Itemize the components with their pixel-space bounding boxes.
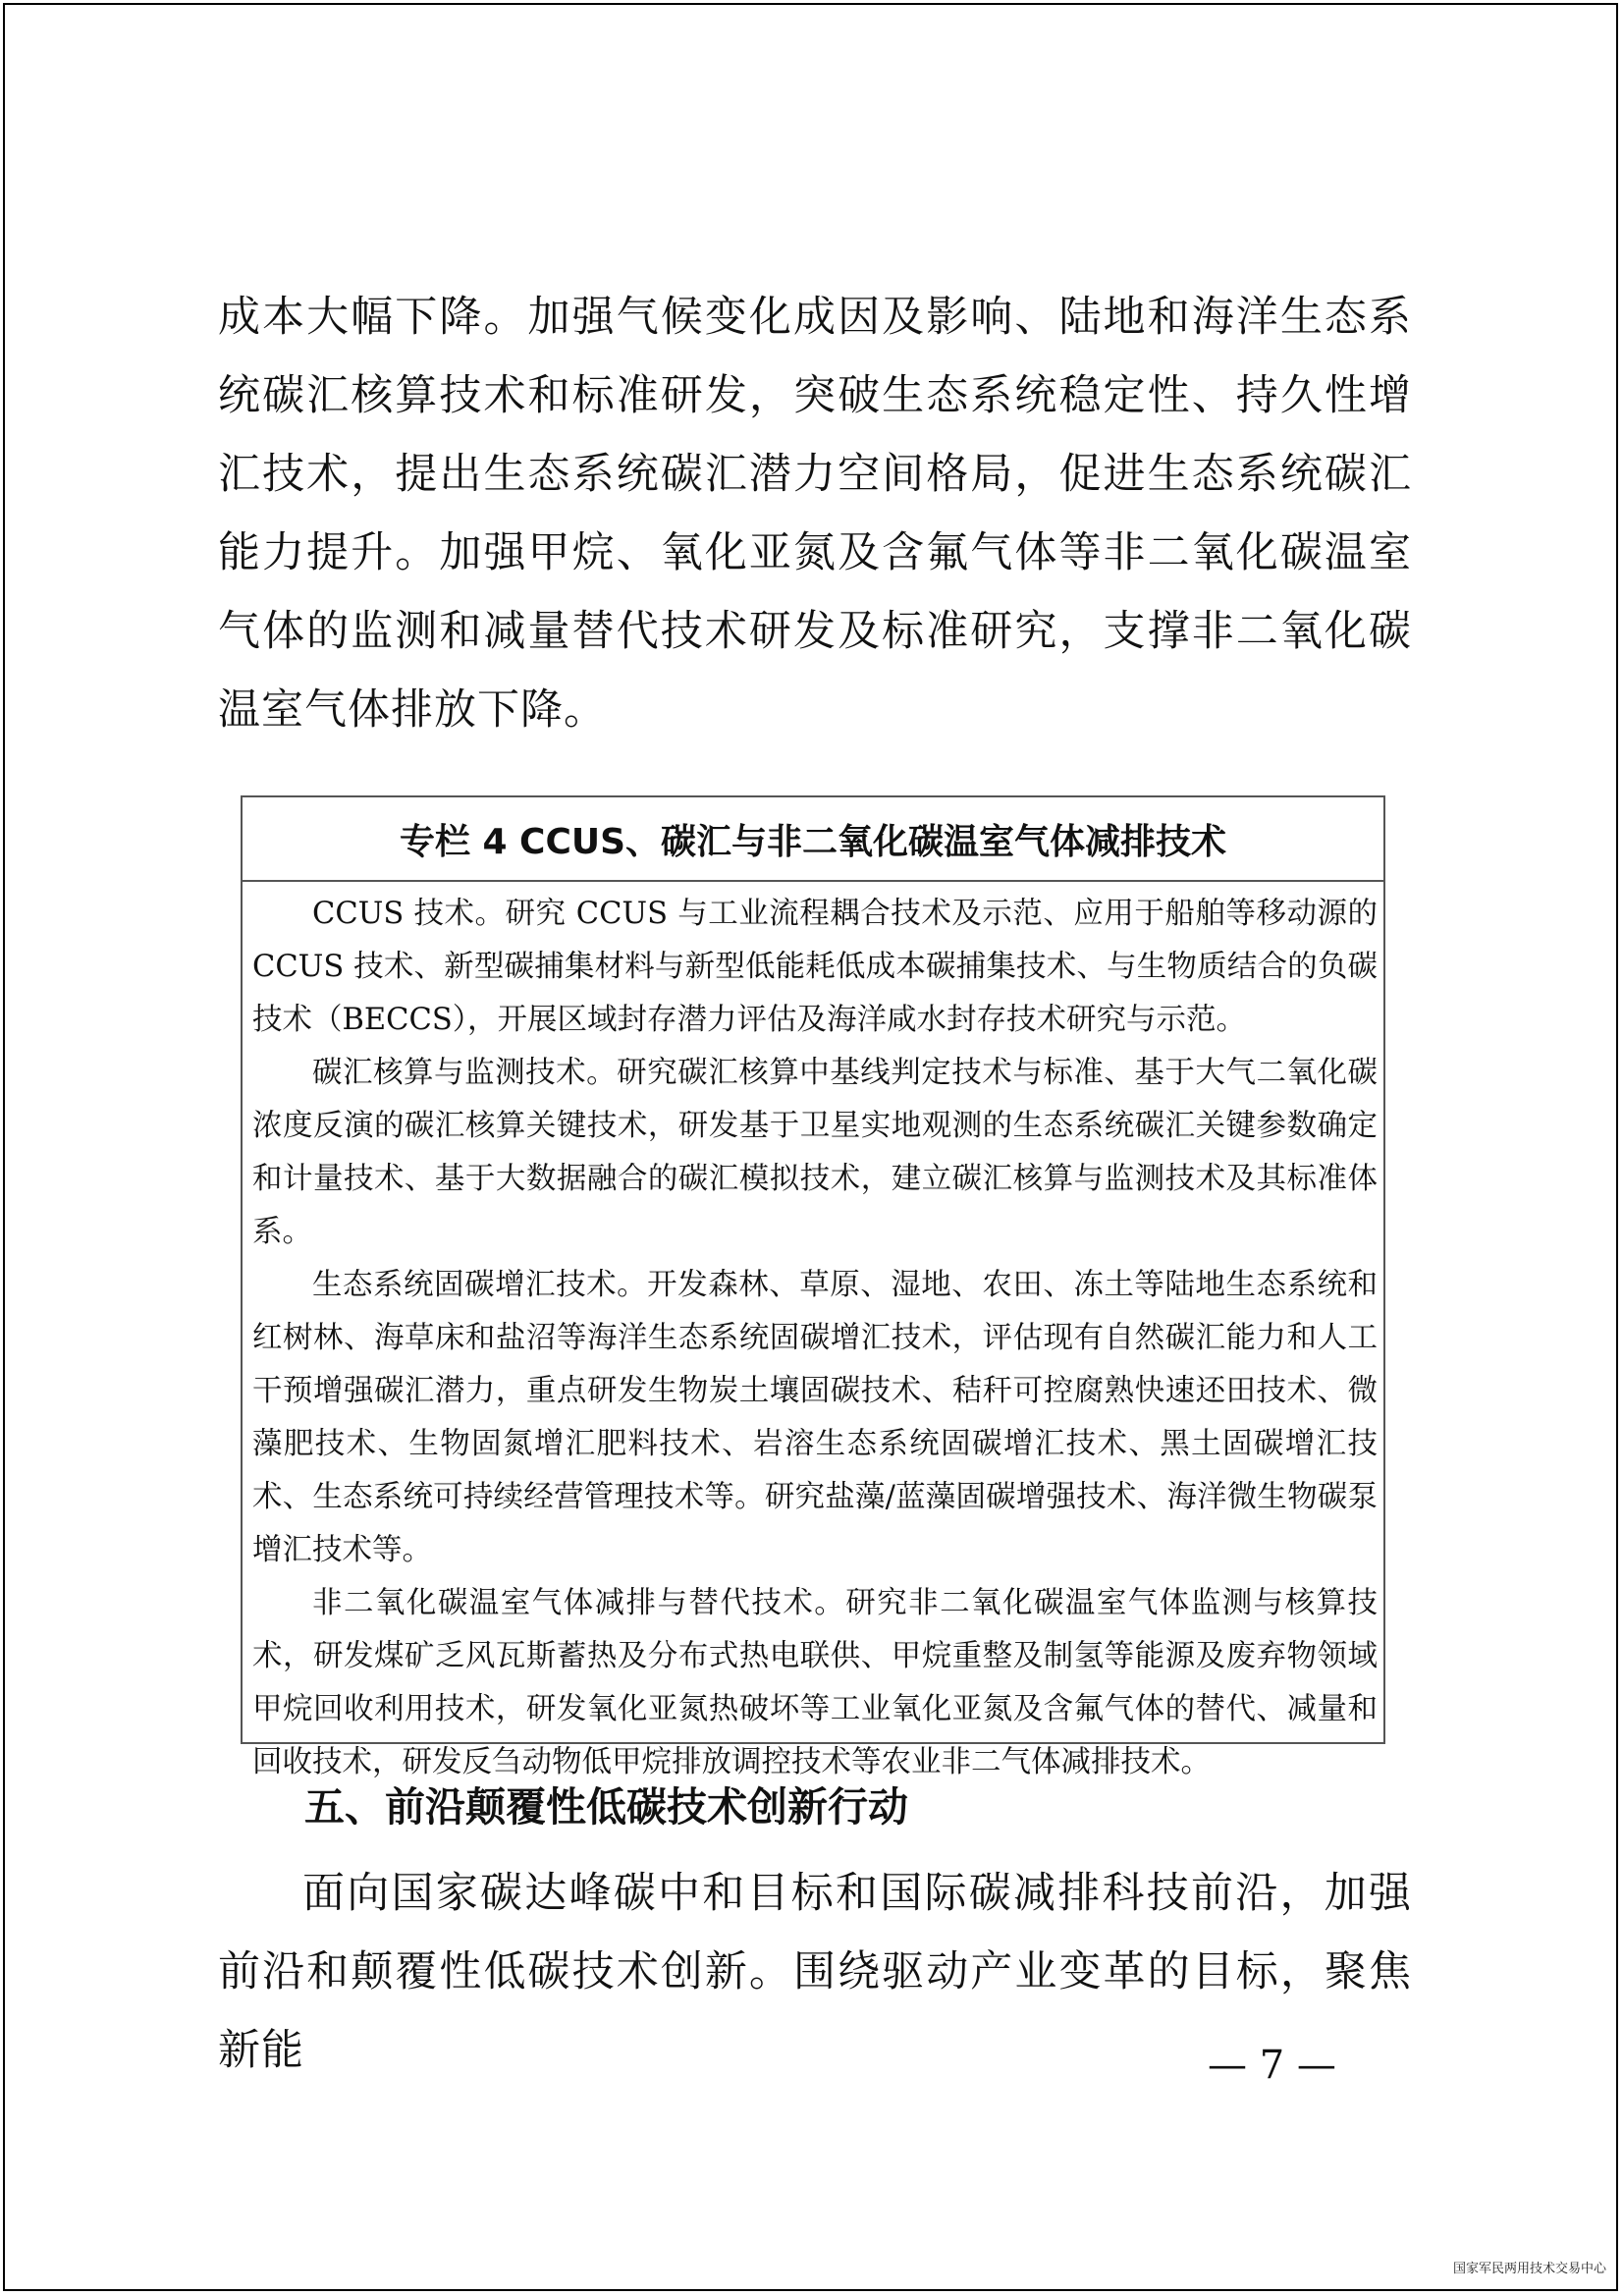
section-heading: 五、前沿颠覆性低碳技术创新行动	[304, 1783, 908, 1831]
sidebar-paragraph-carbon-sink-accounting: 碳汇核算与监测技术。研究碳汇核算中基线判定技术与标准、基于大气二氧化碳浓度反演的碳汇核算关键技术，研发基于卫星实地观测的生态系统碳汇关键参数确定和计量技术、基于大数据融合的碳汇模拟技术，建立碳汇核算与监测技术及其标准体系。	[252, 1056, 1378, 1249]
intro-paragraph: 成本大幅下降。加强气候变化成因及影响、陆地和海洋生态系统碳汇核算技术和标准研发，突破生态系统稳定性、持久性增汇技术，提出生态系统碳汇潜力空间格局，促进生态系统碳汇能力提升。加强甲烷、氧化亚氮及含氟气体等非二氧化碳温室气体的监测和减量替代技术研发及标准研究，支撑非二氧化碳温室气体排放下降。	[218, 293, 1412, 735]
sidebar-box	[241, 795, 1385, 1779]
sidebar-paragraph-non-co2-reduction: 非二氧化碳温室气体减排与替代技术。研究非二氧化碳温室气体监测与核算技术，研发煤矿乏风瓦斯蓄热及分布式热电联供、甲烷重整及制氢等能源及废弃物领域甲烷回收利用技术，研发氧化亚氮热破坏等工业氧化亚氮及含氟气体的替代、减量和回收技术，研发反刍动物低甲烷排放调控技术等农业非二气体减排技术。	[252, 1586, 1378, 1779]
sidebar-body	[243, 882, 1383, 1789]
sidebar-paragraph-ecosystem-sequestration: 生态系统固碳增汇技术。开发森林、草原、湿地、农田、冻土等陆地生态系统和红树林、海草床和盐沼等海洋生态系统固碳增汇技术，评估现有自然碳汇能力和人工干预增强碳汇潜力，重点研发生物炭土壤固碳技术、秸秆可控腐熟快速还田技术、微藻肥技术、生物固氮增汇肥料技术、岩溶生态系统固碳增汇技术、黑土固碳增汇技术、生态系统可持续经营管理技术等。研究盐藻/蓝藻固碳增强技术、海洋微生物碳泵增汇技术等。	[252, 1268, 1378, 1567]
section-paragraph: 面向国家碳达峰碳中和目标和国际碳减排科技前沿，加强前沿和颠覆性低碳技术创新。围绕驱动产业变革的目标，聚焦新能	[218, 1869, 1412, 2075]
sidebar-title: 专栏 4 CCUS、碳汇与非二氧化碳温室气体减排技术	[243, 797, 1383, 882]
page-number: — 7 —	[1208, 2043, 1336, 2088]
sidebar-paragraph-ccus: CCUS 技术。研究 CCUS 与工业流程耦合技术及示范、应用于船舶等移动源的 CCUS 技术、新型碳捕集材料与新型低能耗低成本碳捕集技术、与生物质结合的负碳技术（BECCS），开展区域封存潜力评估及海洋咸水封存技术研究与示范。	[252, 897, 1378, 1037]
watermark: 国家军民两用技术交易中心	[1453, 2262, 1607, 2276]
